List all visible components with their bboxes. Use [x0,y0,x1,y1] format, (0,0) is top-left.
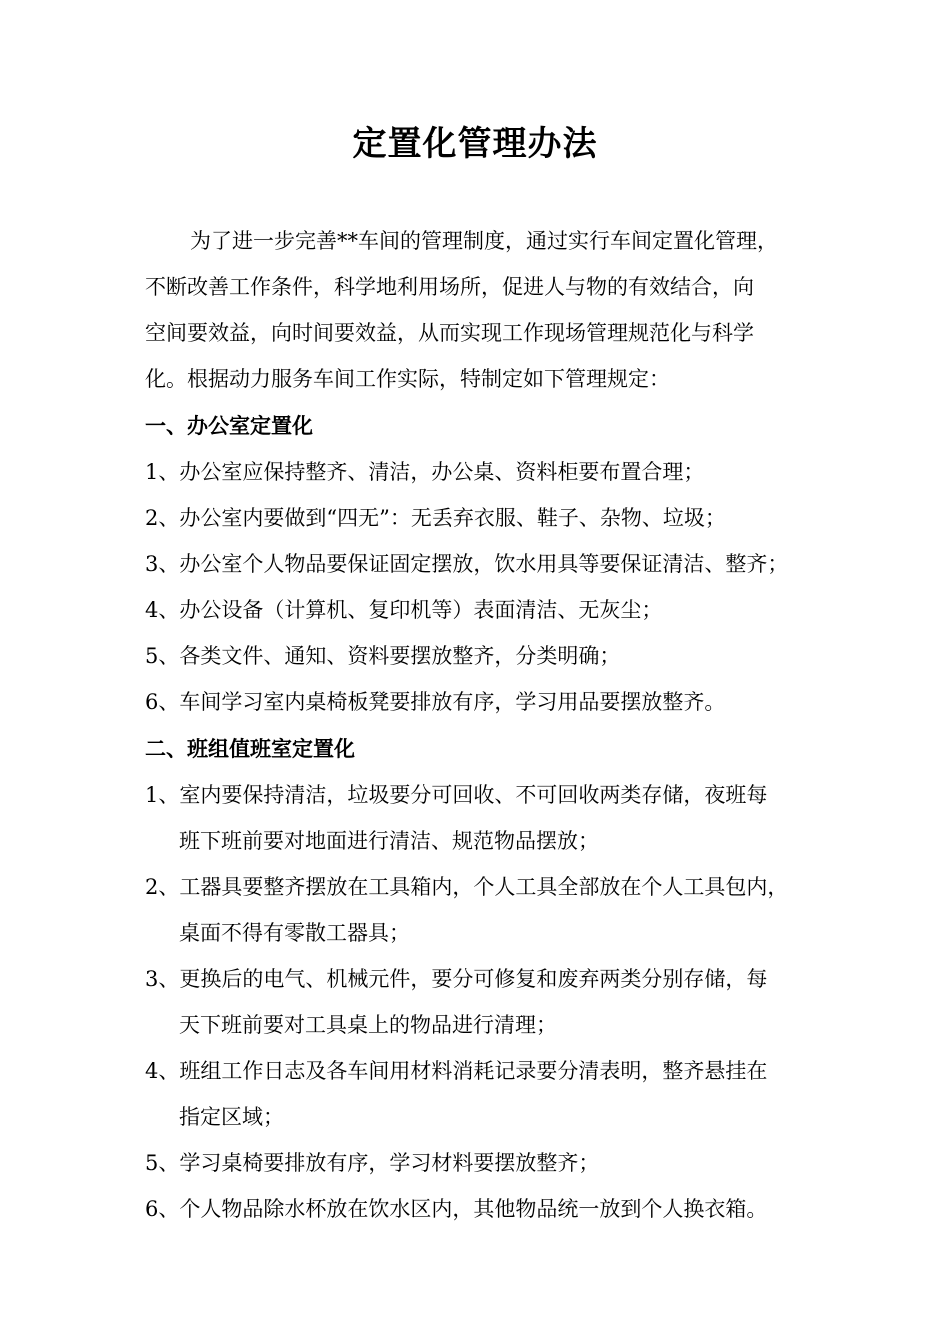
section2-item-6: 6、个人物品除水杯放在饮水区内，其他物品统一放到个人换衣箱。 [145,1197,768,1221]
section1-item-5: 5、各类文件、通知、资料要摆放整齐，分类明确； [145,644,621,668]
intro-line-4: 化。根据动力服务车间工作实际，特制定如下管理规定： [145,367,670,391]
section2-item-3: 3、更换后的电气、机械元件，要分可修复和废弃两类分别存储，每 [145,967,768,991]
section2-heading: 二、班组值班室定置化 [145,737,355,761]
section2-item-4-cont: 指定区域； [179,1105,284,1129]
section1-item-3: 3、办公室个人物品要保证固定摆放，饮水用具等要保证清洁、整齐； [145,552,789,576]
intro-line-2: 不断改善工作条件，科学地利用场所，促进人与物的有效结合，向 [145,275,754,299]
section2-item-5: 5、学习桌椅要排放有序，学习材料要摆放整齐； [145,1151,600,1175]
section2-item-1-cont: 班下班前要对地面进行清洁、规范物品摆放； [179,829,599,853]
section2-item-2: 2、工器具要整齐摆放在工具箱内，个人工具全部放在个人工具包内， [145,875,789,899]
section2-item-2-cont: 桌面不得有零散工器具； [179,921,410,945]
section1-item-4: 4、办公设备（计算机、复印机等）表面清洁、无灰尘； [145,598,663,622]
intro-line-1: 为了进一步完善**车间的管理制度，通过实行车间定置化管理， [190,229,778,253]
section1-item-6: 6、车间学习室内桌椅板凳要排放有序，学习用品要摆放整齐。 [145,690,726,714]
section2-item-4: 4、班组工作日志及各车间用材料消耗记录要分清表明，整齐悬挂在 [145,1059,768,1083]
section2-item-3-cont: 天下班前要对工具桌上的物品进行清理； [179,1013,557,1037]
section2-item-1: 1、室内要保持清洁，垃圾要分可回收、不可回收两类存储，夜班每 [145,783,768,807]
document-title: 定置化管理办法 [352,124,598,164]
section1-item-1: 1、办公室应保持整齐、清洁，办公桌、资料柜要布置合理； [145,460,705,484]
section1-heading: 一、办公室定置化 [145,414,313,438]
section1-item-2: 2、办公室内要做到“四无”：无丢弃衣服、鞋子、杂物、垃圾； [145,506,726,530]
intro-line-3: 空间要效益，向时间要效益，从而实现工作现场管理规范化与科学 [145,321,754,345]
